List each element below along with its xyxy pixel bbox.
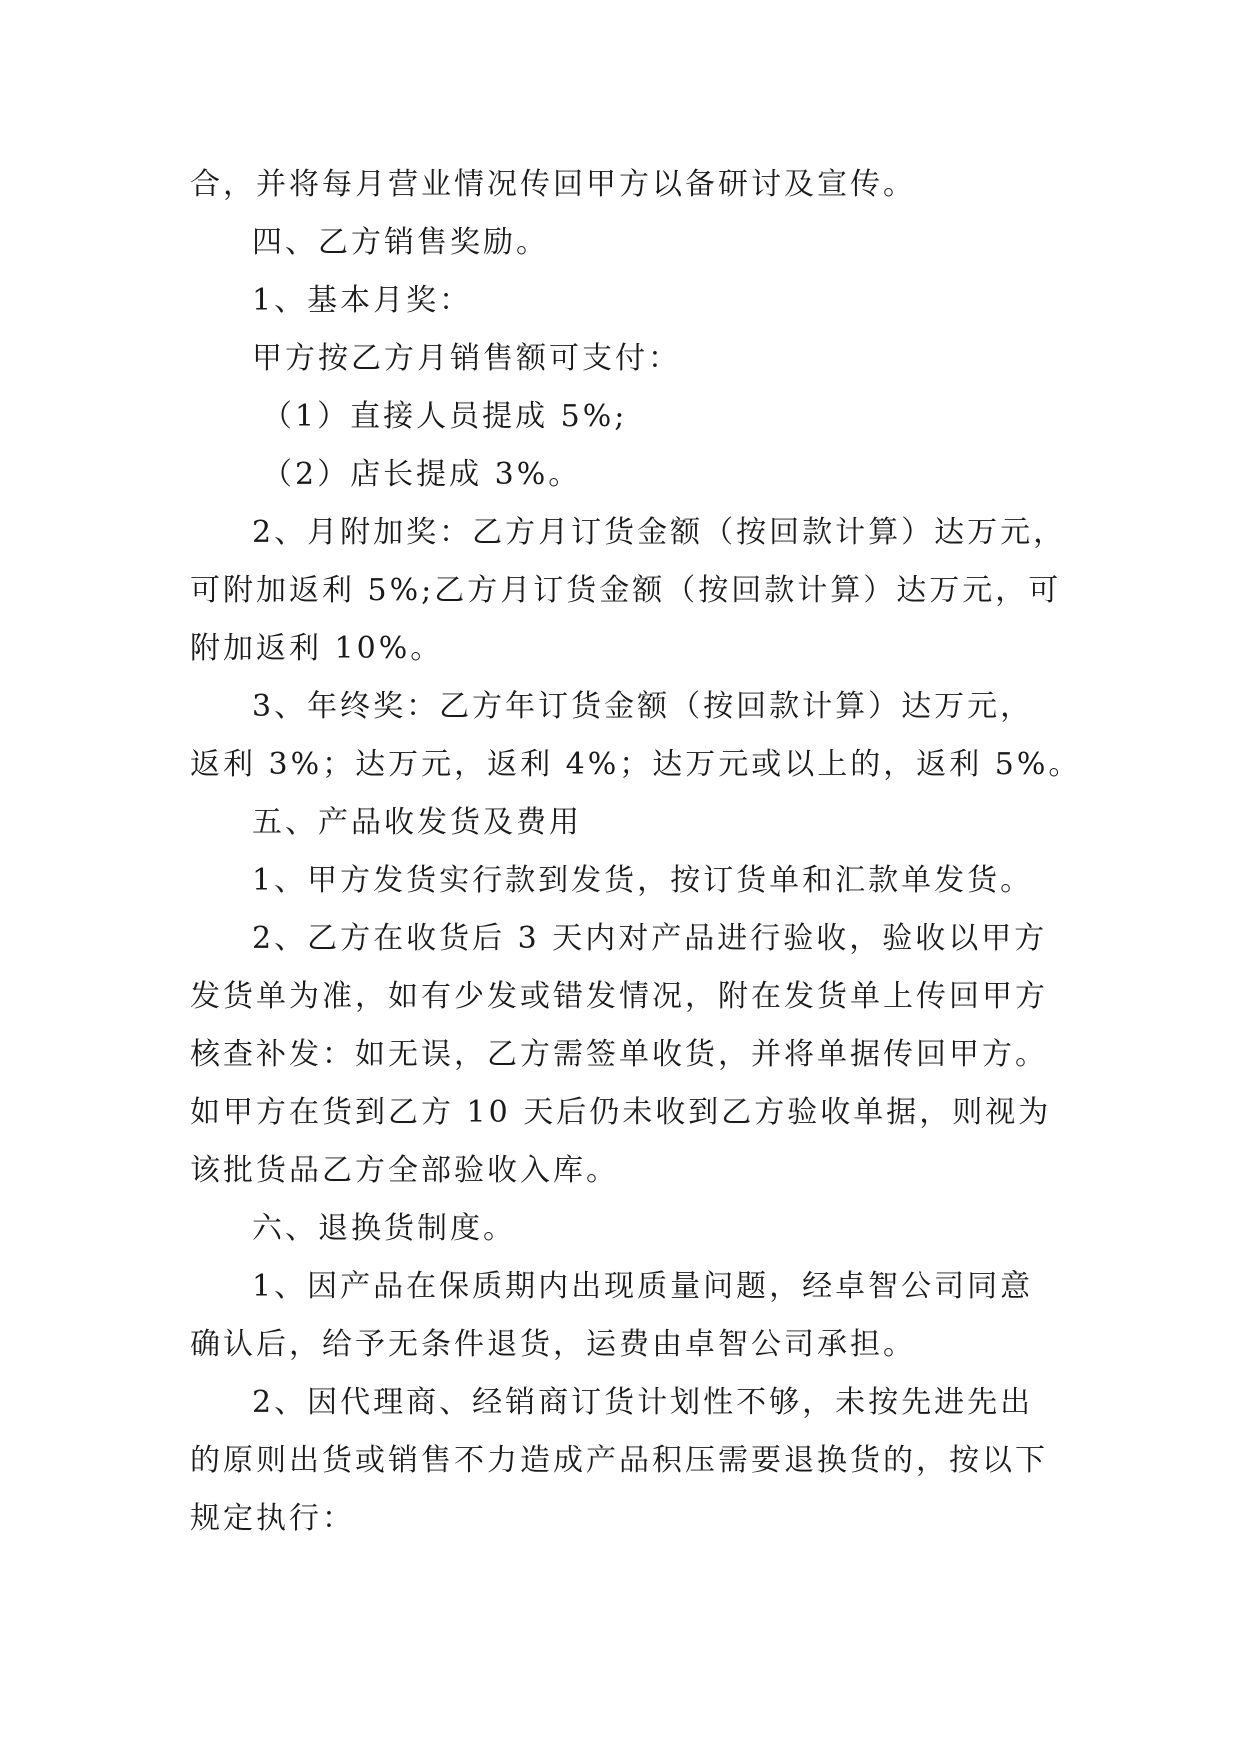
paragraph-line: 的原则出货或销售不力造成产品积压需要退换货的，按以下 [190,1443,1048,1478]
paragraph-line: 核查补发：如无误，乙方需签单收货，并将单据传回甲方。 [190,1037,1048,1072]
list-item: （2）店长提成 3%。 [262,457,582,492]
paragraph-line: 合，并将每月营业情况传回甲方以备研讨及宣传。 [190,167,916,202]
list-item: （1）直接人员提成 5%; [262,399,628,434]
paragraph-line: 附加返利 10%。 [190,631,444,666]
paragraph-line: 返利 3%；达万元，返利 4%；达万元或以上的，返利 5%。 [190,747,1082,782]
paragraph-line: 1、因产品在保质期内出现质量问题，经卓智公司同意 [252,1269,1034,1304]
paragraph-line: 3、年终奖：乙方年订货金额（按回款计算）达万元， [252,689,1034,724]
paragraph-line: 确认后，给予无条件退货，运费由卓智公司承担。 [190,1327,916,1362]
section-heading: 六、退换货制度。 [252,1211,516,1246]
section-heading: 四、乙方销售奖励。 [252,225,549,260]
paragraph-line: 甲方按乙方月销售额可支付： [252,341,681,376]
paragraph-line: 该批货品乙方全部验收入库。 [190,1153,619,1188]
paragraph-line: 可附加返利 5%;乙方月订货金额（按回款计算）达万元，可 [190,573,1062,608]
paragraph-line: 2、月附加奖：乙方月订货金额（按回款计算）达万元， [252,515,1067,550]
paragraph-line: 发货单为准，如有少发或错发情况，附在发货单上传回甲方 [190,979,1048,1014]
section-heading: 五、产品收发货及费用 [252,805,582,840]
paragraph-line: 如甲方在货到乙方 10 天后仍未收到乙方验收单据，则视为 [190,1095,1052,1130]
paragraph-line: 规定执行： [190,1501,355,1536]
paragraph-line: 2、乙方在收货后 3 天内对产品进行验收，验收以甲方 [252,921,1048,956]
subsection-heading: 1、基本月奖： [252,283,473,318]
paragraph-line: 2、因代理商、经销商订货计划性不够，未按先进先出 [252,1385,1034,1420]
paragraph-line: 1、甲方发货实行款到发货，按订货单和汇款单发货。 [252,863,1034,898]
